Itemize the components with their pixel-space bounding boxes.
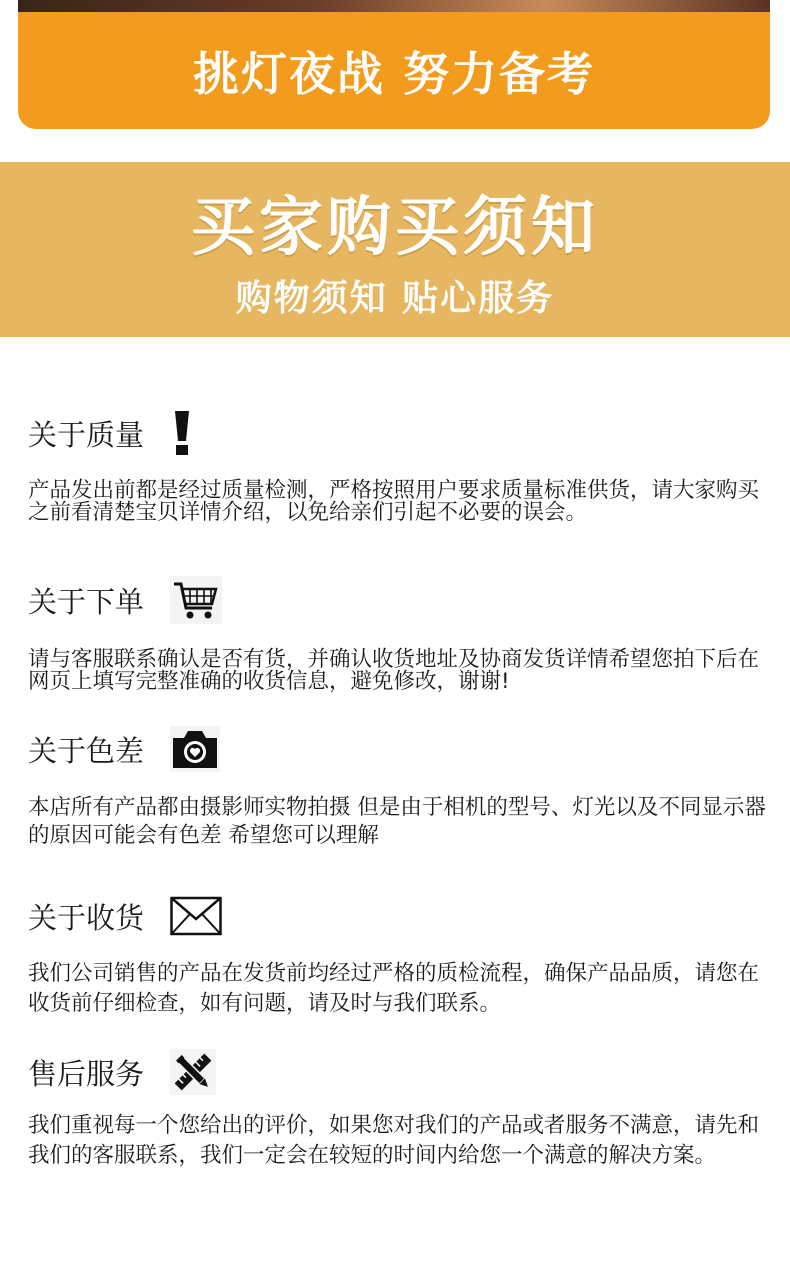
section-receiving	[28, 891, 768, 1019]
section-color	[28, 724, 768, 850]
top-banner	[18, 12, 770, 129]
section-body: 我们公司销售的产品在发货前均经过严格的质检流程，确保产品品质，请您在收货前仔细检查，如有问题，请及时与我们联系。	[28, 961, 760, 1016]
section-body: 产品发出前都是经过质量检测，严格按照用户要求质量标准供货，请大家购买之前看清楚宝贝详情介绍，以免给亲们引起不必要的误会。	[28, 478, 760, 525]
section-title: 关于下单	[28, 584, 145, 619]
section-quality	[28, 408, 768, 524]
section-title: 关于质量	[28, 417, 145, 452]
section-body: 请与客服联系确认是否有货，并确认收货地址及协商发货详情希望您拍下后在网页上填写完整准确的收货信息，避免修改，谢谢!	[28, 647, 760, 694]
envelope-icon	[170, 896, 222, 936]
notice-title: 买家购买须知	[191, 191, 599, 265]
section-ordering	[28, 575, 768, 693]
shopping-cart-icon	[170, 576, 222, 624]
section-title: 关于收货	[28, 900, 145, 935]
notice-header	[0, 162, 790, 337]
section-after-sales	[28, 1047, 768, 1171]
camera-icon	[170, 726, 220, 772]
notice-subtitle: 购物须知 贴心服务	[235, 278, 555, 319]
section-title: 关于色差	[28, 733, 145, 768]
pencil-ruler-icon	[170, 1049, 216, 1095]
section-body: 本店所有产品都由摄影师实物拍摄 但是由于相机的型号、灯光以及不同显示器的原因可能会有色差 希望您可以理解	[28, 795, 766, 848]
top-banner-text: 挑灯夜战 努力备考	[192, 46, 595, 101]
section-body: 我们重视每一个您给出的评价，如果您对我们的产品或者服务不满意，请先和我们的客服联系，我们一定会在较短的时间内给您一个满意的解决方案。	[28, 1113, 760, 1168]
exclamation-icon	[172, 411, 192, 455]
section-title: 售后服务	[28, 1056, 145, 1091]
